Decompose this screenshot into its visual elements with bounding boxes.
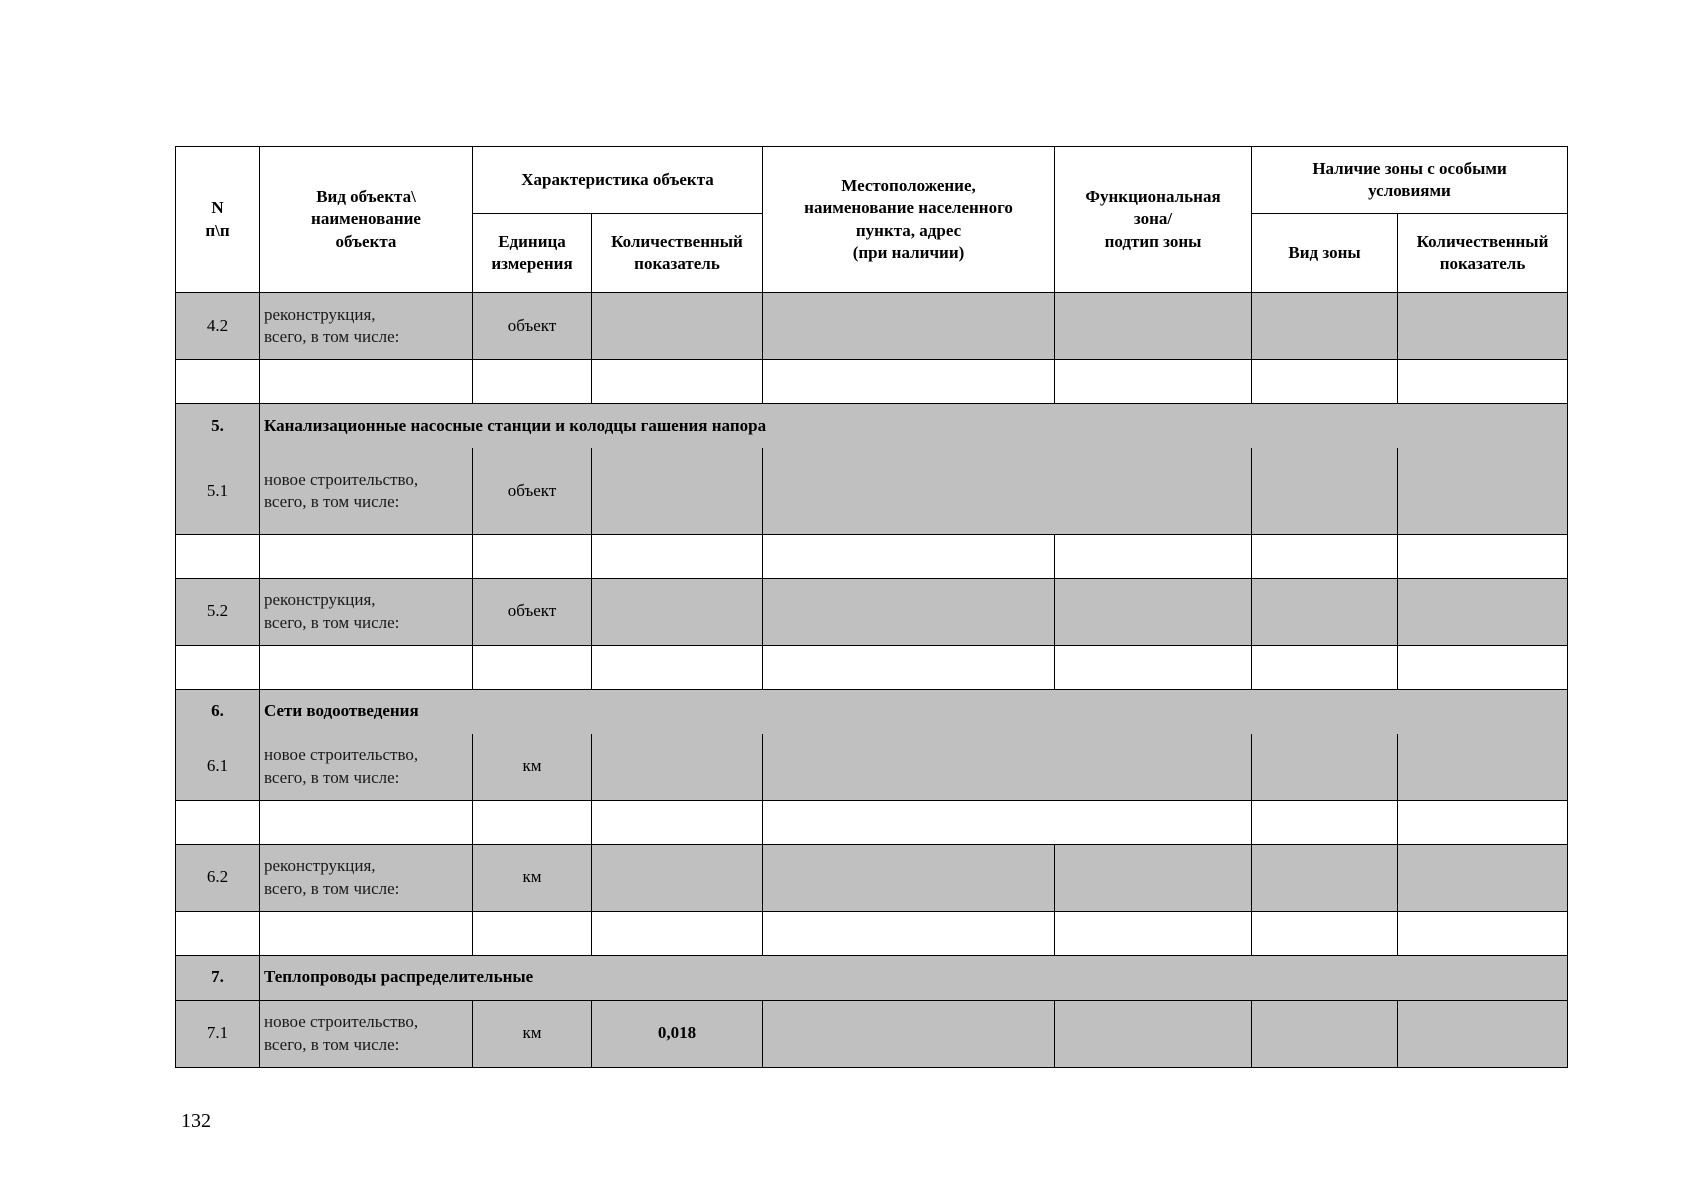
planned-objects-table	[175, 146, 1568, 1068]
empty-cell	[592, 360, 763, 404]
header-quantity: Количественный показатель	[592, 214, 763, 293]
empty-cell	[260, 360, 473, 404]
empty-cell	[592, 911, 763, 955]
empty-cell	[763, 645, 1055, 689]
row-zone-type	[1252, 448, 1398, 534]
empty-cell	[473, 360, 592, 404]
empty-cell	[176, 534, 260, 578]
row-zone-quantity	[1398, 734, 1568, 801]
row-object-name: реконструкция, всего, в том числе:	[260, 293, 473, 360]
empty-cell	[592, 534, 763, 578]
header-zone-type: Вид зоны	[1252, 214, 1398, 293]
row-functional-zone	[1055, 293, 1252, 360]
empty-cell	[1252, 360, 1398, 404]
table-row-empty	[176, 911, 1568, 955]
table-row-empty	[176, 360, 1568, 404]
empty-cell	[1398, 645, 1568, 689]
empty-cell	[473, 911, 592, 955]
table-row-4-2	[176, 293, 1568, 360]
empty-cell	[763, 360, 1055, 404]
row-location	[763, 734, 1252, 801]
row-unit: км	[473, 1000, 592, 1067]
empty-cell	[176, 645, 260, 689]
empty-cell	[260, 645, 473, 689]
empty-cell	[1252, 800, 1398, 844]
empty-cell	[1252, 534, 1398, 578]
empty-cell	[1055, 645, 1252, 689]
header-unit: Единица измерения	[473, 214, 592, 293]
row-location	[763, 1000, 1055, 1067]
row-num: 7.1	[176, 1000, 260, 1067]
empty-cell	[1055, 360, 1252, 404]
empty-cell	[1398, 911, 1568, 955]
table-row-empty	[176, 645, 1568, 689]
table-row-6-1	[176, 734, 1568, 801]
row-location	[763, 448, 1252, 534]
empty-cell	[1055, 534, 1252, 578]
row-zone-quantity	[1398, 578, 1568, 645]
empty-cell	[1398, 360, 1568, 404]
table-row-5-2	[176, 578, 1568, 645]
header-location: Местоположение, наименование населенного пункта, адрес (при наличии)	[763, 147, 1055, 293]
section-title: Сети водоотведения	[260, 689, 1568, 734]
row-zone-type	[1252, 734, 1398, 801]
section-title: Канализационные насосные станции и колодцы гашения напора	[260, 404, 1568, 449]
table-row-empty	[176, 800, 1568, 844]
table-row-6-2	[176, 844, 1568, 911]
row-unit: объект	[473, 578, 592, 645]
row-unit: км	[473, 734, 592, 801]
row-quantity: 0,018	[592, 1000, 763, 1067]
row-num: 6.1	[176, 734, 260, 801]
row-zone-quantity	[1398, 1000, 1568, 1067]
row-zone-quantity	[1398, 844, 1568, 911]
empty-cell	[473, 645, 592, 689]
section-num: 5.	[176, 404, 260, 449]
row-quantity	[592, 734, 763, 801]
header-object-type: Вид объекта\ наименование объекта	[260, 147, 473, 293]
section-row-7	[176, 955, 1568, 1000]
empty-cell	[763, 911, 1055, 955]
table-row-empty	[176, 534, 1568, 578]
row-location	[763, 844, 1055, 911]
empty-cell	[592, 800, 763, 844]
table-row-5-1	[176, 448, 1568, 534]
row-num: 5.2	[176, 578, 260, 645]
row-quantity	[592, 293, 763, 360]
section-num: 6.	[176, 689, 260, 734]
empty-cell	[763, 534, 1055, 578]
section-row-5	[176, 404, 1568, 449]
row-object-name: реконструкция, всего, в том числе:	[260, 844, 473, 911]
section-num: 7.	[176, 955, 260, 1000]
row-object-name: новое строительство, всего, в том числе:	[260, 734, 473, 801]
empty-cell	[1398, 534, 1568, 578]
table-row-7-1	[176, 1000, 1568, 1067]
row-location	[763, 293, 1055, 360]
row-quantity	[592, 448, 763, 534]
empty-cell	[176, 800, 260, 844]
header-num: N п\п	[176, 147, 260, 293]
row-num: 6.2	[176, 844, 260, 911]
empty-cell	[260, 800, 473, 844]
row-num: 5.1	[176, 448, 260, 534]
row-object-name: новое строительство, всего, в том числе:	[260, 1000, 473, 1067]
row-functional-zone	[1055, 1000, 1252, 1067]
row-zone-type	[1252, 578, 1398, 645]
row-unit: объект	[473, 448, 592, 534]
row-quantity	[592, 844, 763, 911]
empty-cell	[176, 360, 260, 404]
empty-cell	[592, 645, 763, 689]
row-zone-quantity	[1398, 293, 1568, 360]
header-functional-zone: Функциональная зона/ подтип зоны	[1055, 147, 1252, 293]
row-quantity	[592, 578, 763, 645]
page-number: 132	[181, 1110, 211, 1132]
empty-cell	[260, 534, 473, 578]
empty-cell	[1252, 911, 1398, 955]
row-zone-type	[1252, 293, 1398, 360]
empty-cell	[1398, 800, 1568, 844]
empty-cell	[1055, 911, 1252, 955]
table-header-row-1	[176, 147, 1568, 214]
row-unit: км	[473, 844, 592, 911]
section-row-6	[176, 689, 1568, 734]
empty-cell	[473, 800, 592, 844]
header-special-zone: Наличие зоны с особыми условиями	[1252, 147, 1568, 214]
section-title: Теплопроводы распределительные	[260, 955, 1568, 1000]
header-characteristic: Характеристика объекта	[473, 147, 763, 214]
empty-cell	[176, 911, 260, 955]
row-object-name: новое строительство, всего, в том числе:	[260, 448, 473, 534]
row-location	[763, 578, 1055, 645]
empty-cell	[260, 911, 473, 955]
row-zone-type	[1252, 1000, 1398, 1067]
empty-cell	[1252, 645, 1398, 689]
header-zone-quantity: Количественный показатель	[1398, 214, 1568, 293]
row-functional-zone	[1055, 578, 1252, 645]
row-unit: объект	[473, 293, 592, 360]
row-object-name: реконструкция, всего, в том числе:	[260, 578, 473, 645]
row-functional-zone	[1055, 844, 1252, 911]
row-zone-type	[1252, 844, 1398, 911]
row-zone-quantity	[1398, 448, 1568, 534]
empty-cell	[763, 800, 1252, 844]
row-num: 4.2	[176, 293, 260, 360]
empty-cell	[473, 534, 592, 578]
